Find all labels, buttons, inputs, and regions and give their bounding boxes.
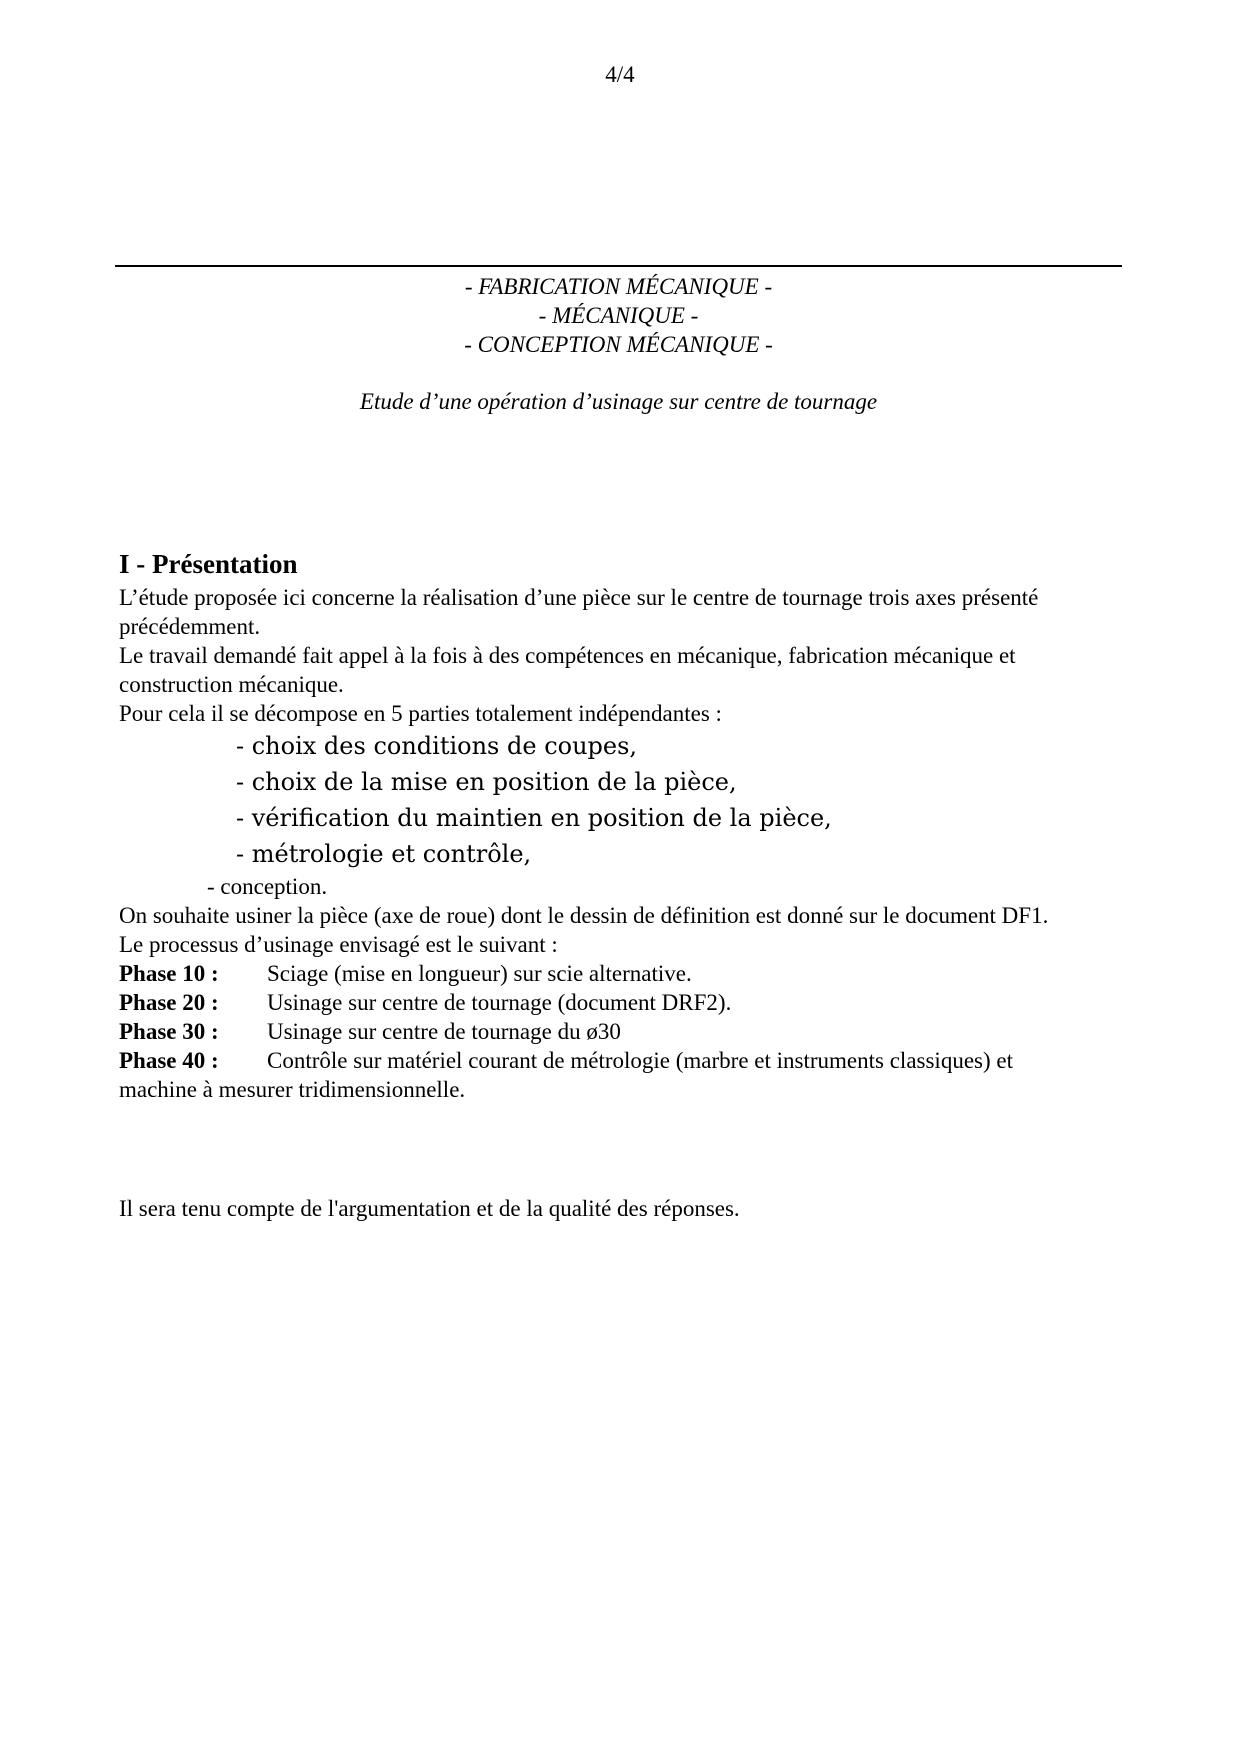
list-item: - métrologie et contrôle, [236, 840, 532, 868]
phase-row [119, 1017, 1129, 1046]
list-item: - conception. [207, 874, 328, 899]
phase-text: Usinage sur centre de tournage du ø30 [267, 1019, 621, 1044]
phase-label: Phase 30 : [119, 1019, 219, 1044]
paragraph: Pour cela il se décompose en 5 parties totalement indépendantes : [119, 701, 722, 726]
presentation-section [119, 546, 1129, 1104]
header-divider [115, 265, 1122, 267]
paragraph: On souhaite usiner la pièce (axe de roue) dont le dessin de définition est donné sur le document DF1. [119, 903, 1049, 928]
list-item: - choix des conditions de coupes, [236, 732, 638, 760]
phase-label: Phase 10 : [119, 961, 219, 986]
heading-line: - FABRICATION MÉCANIQUE - [464, 274, 773, 299]
heading-line: - MÉCANIQUE - [538, 303, 699, 328]
phase-text: Usinage sur centre de tournage (document DRF2). [267, 990, 732, 1015]
phase-label: Phase 40 : [119, 1048, 219, 1073]
section-title: I - Présentation [119, 549, 298, 579]
paragraph: Le travail demandé fait appel à la fois à des compétences en mécanique, fabrication mécanique et construction mécanique. [119, 643, 1016, 697]
phase-label: Phase 20 : [119, 990, 219, 1015]
heading-line: - CONCEPTION MÉCANIQUE - [464, 332, 773, 357]
phase-row [119, 988, 1129, 1017]
list-item: - choix de la mise en position de la pièce, [236, 768, 737, 796]
document-subtitle: Etude d’une opération d’usinage sur centre de tournage [359, 389, 878, 414]
closing-note: Il sera tenu compte de l'argumentation et de la qualité des réponses. [119, 1196, 740, 1221]
phase-text: Contrôle sur matériel courant de métrologie (marbre et instruments classiques) et [267, 1048, 1013, 1073]
page-number: 4/4 [605, 62, 635, 87]
phase-row [119, 1046, 1129, 1075]
paragraph: L’étude proposée ici concerne la réalisation d’une pièce sur le centre de tournage trois axes présenté précédemment. [119, 585, 1039, 639]
parts-list [119, 728, 1129, 872]
list-item: - vérification du maintien en position de la pièce, [236, 804, 832, 832]
phase-text: Sciage (mise en longueur) sur scie alternative. [267, 961, 692, 986]
subject-headings [115, 272, 1122, 359]
phase-continuation: machine à mesurer tridimensionnelle. [119, 1077, 466, 1102]
paragraph: Le processus d’usinage envisagé est le suivant : [119, 932, 558, 957]
phase-row [119, 959, 1129, 988]
